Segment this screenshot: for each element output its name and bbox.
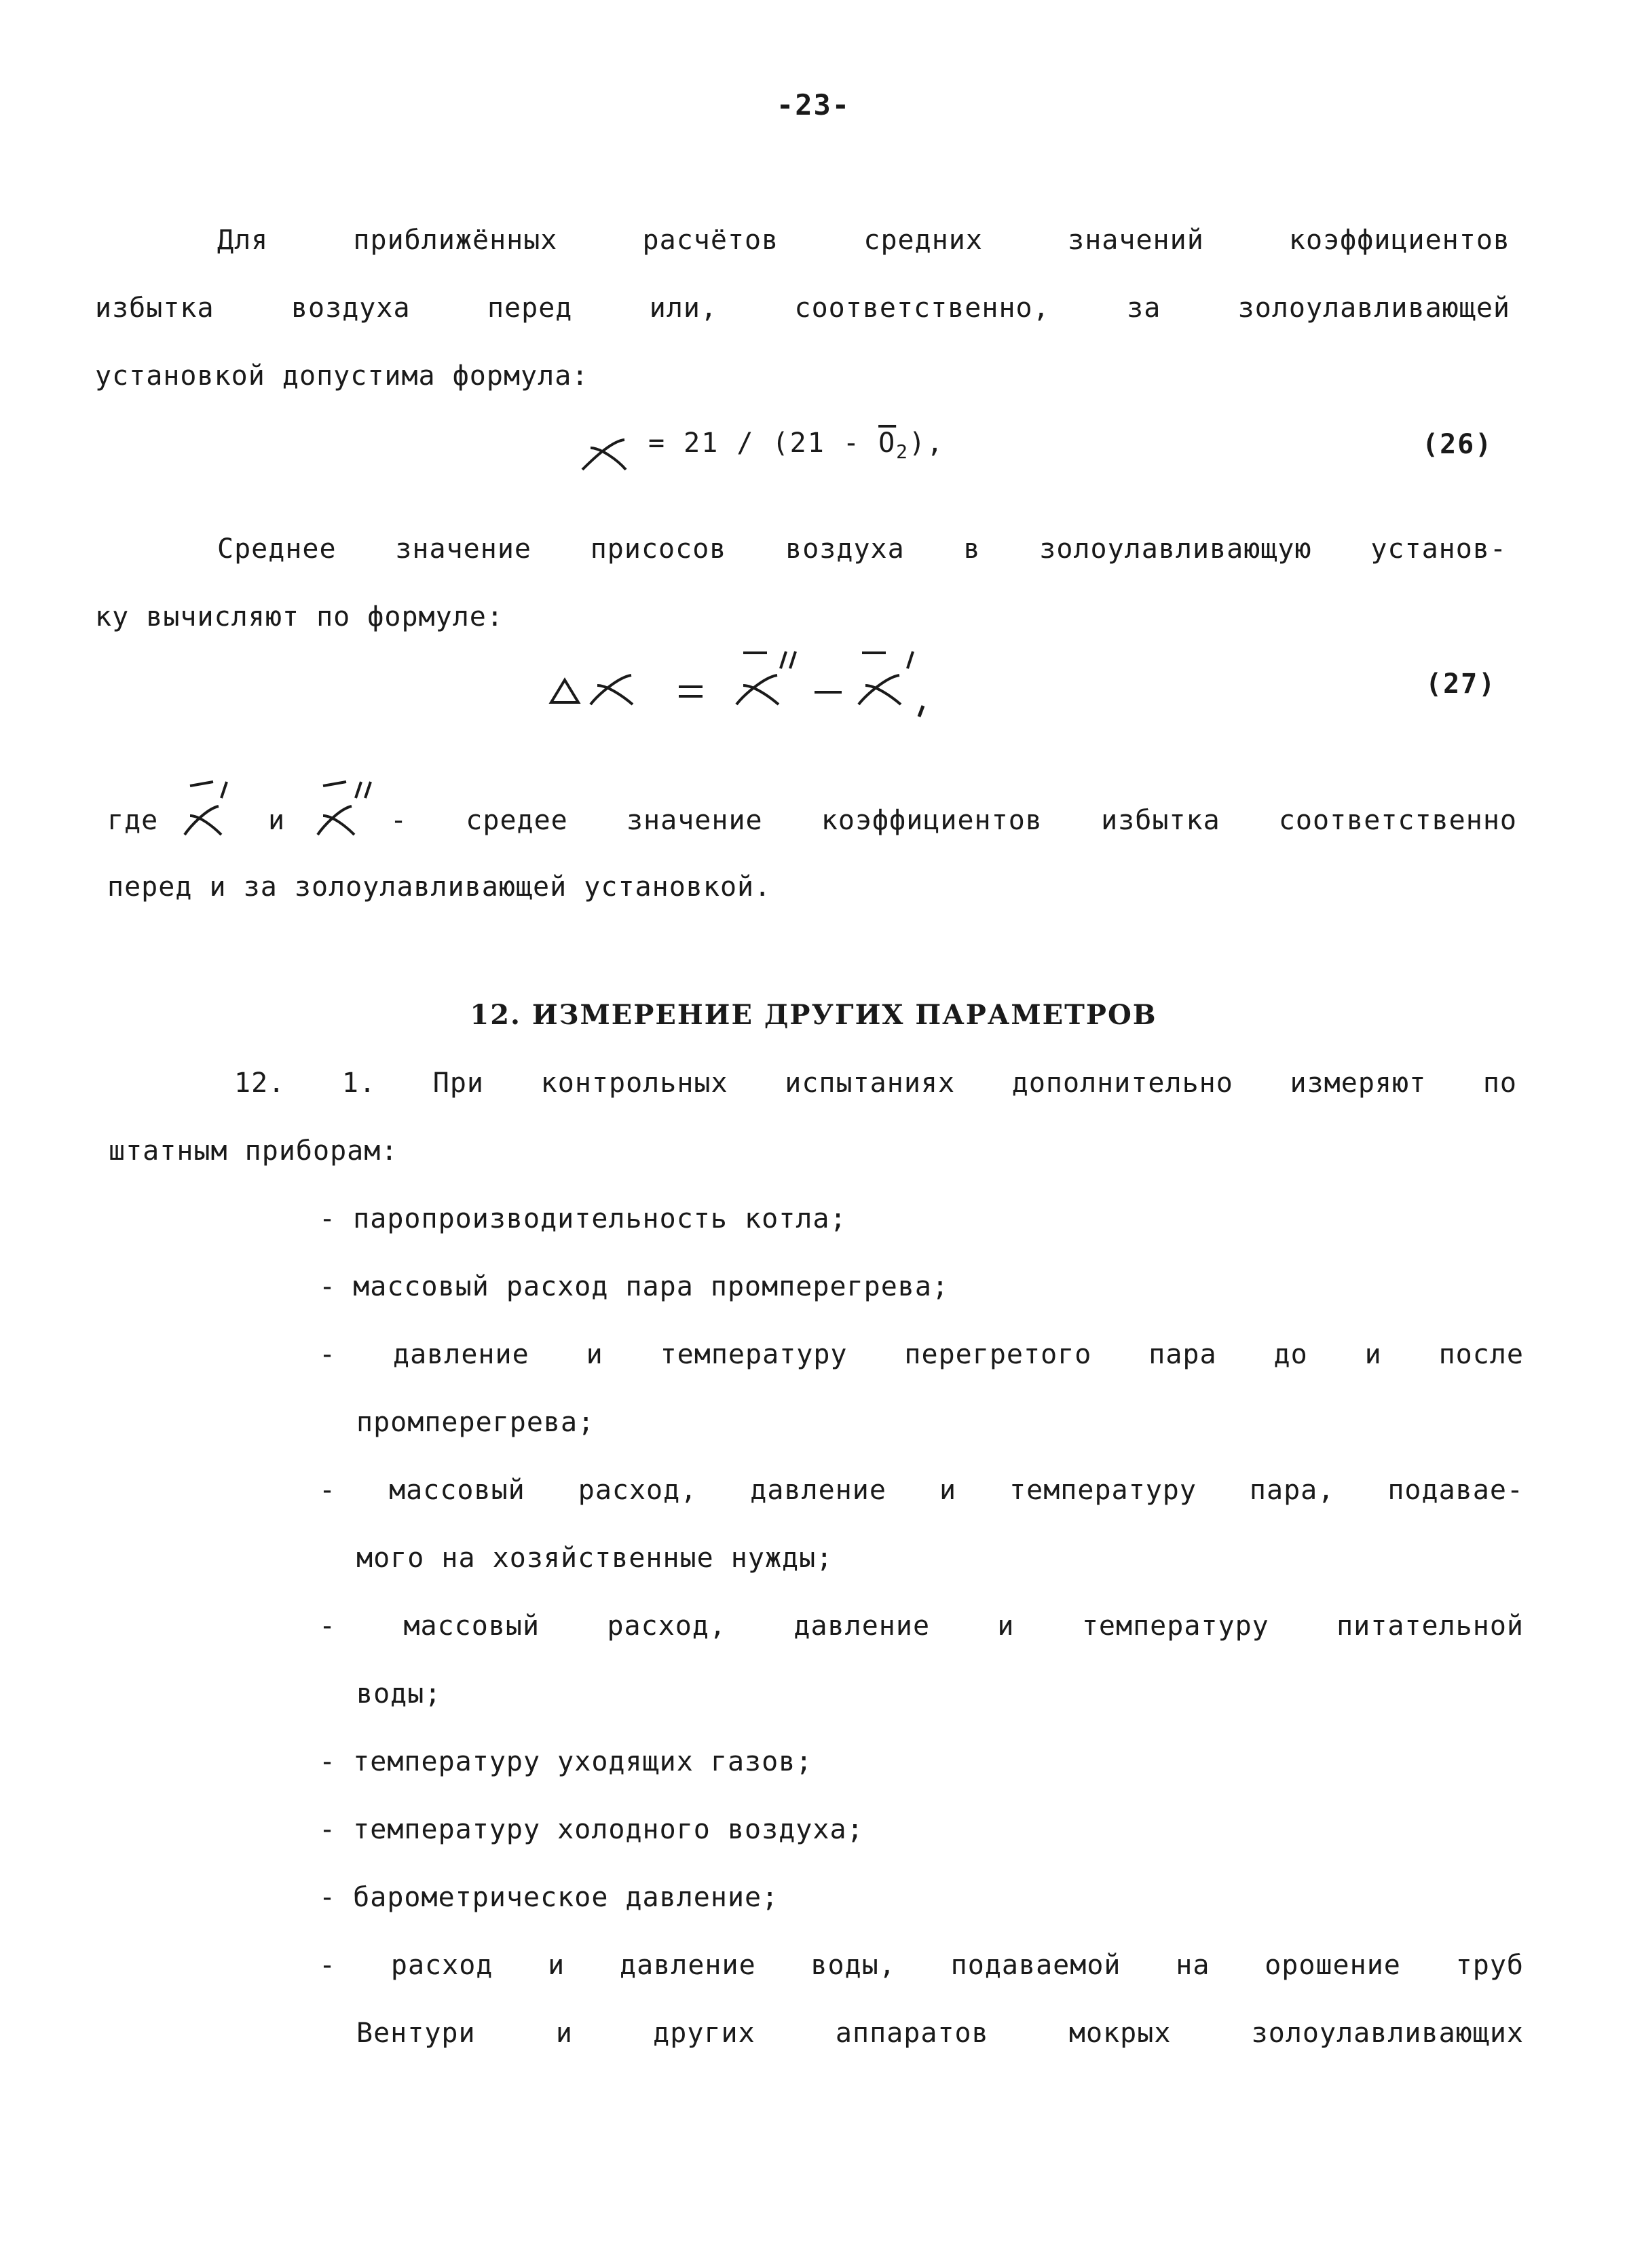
page-number: -23- bbox=[776, 88, 851, 121]
list-item: промперегрева; bbox=[356, 1407, 595, 1438]
formula-26-o2: $\overline{O}$ bbox=[878, 428, 897, 459]
para1-line2: избытка воздуха перед или, соответственно, за золоулавливающей bbox=[95, 292, 1510, 324]
section-p1-line2: штатным приборам: bbox=[109, 1135, 398, 1167]
alpha-symbol-icon bbox=[577, 434, 631, 475]
list-item: - массовый расход, давление и температуру пара, подавае- bbox=[319, 1475, 1524, 1506]
list-item: - температуру уходящих газов; bbox=[319, 1746, 813, 1777]
alpha-bar-prime-symbol-icon bbox=[178, 774, 239, 842]
para3-rest: - средее значение коэффициентов избытка соответственно bbox=[390, 805, 1517, 836]
formula-26-o2-sub: 2 bbox=[896, 440, 910, 463]
list-item: - барометрическое давление; bbox=[319, 1882, 779, 1913]
list-item: воды; bbox=[356, 1678, 442, 1709]
list-item: - массовый расход, давление и температуру питательной bbox=[319, 1610, 1524, 1642]
formula-26-rhs: = 21 / (21 - bbox=[648, 428, 879, 459]
para3-where: где bbox=[107, 805, 159, 836]
equation-number-27: (27) bbox=[1425, 668, 1497, 700]
para2-line1: Среднее значение присосов воздуха в золоулавливающую установ- bbox=[217, 533, 1507, 565]
list-item: Вентури и других аппаратов мокрых золоулавливающих bbox=[356, 2018, 1524, 2049]
section-p1-line1: 12. 1. При контрольных испытаниях дополнительно измеряют по bbox=[234, 1067, 1517, 1099]
list-item: - расход и давление воды, подаваемой на орошение труб bbox=[319, 1950, 1524, 1981]
section-heading: 12. ИЗМЕРЕНИЕ ДРУГИХ ПАРАМЕТРОВ bbox=[470, 999, 1157, 1031]
list-item: мого на хозяйственные нужды; bbox=[356, 1543, 834, 1574]
para3-and: и bbox=[268, 805, 286, 836]
para1-line3: установкой допустима формула: bbox=[95, 360, 589, 392]
para1-line1: Для приближённых расчётов средних значений коэффициентов bbox=[217, 225, 1510, 256]
handwritten-formula-27 bbox=[543, 638, 977, 719]
alpha-bar-double-prime-symbol-icon bbox=[311, 774, 386, 842]
para2-line2: ку вычисляют по формуле: bbox=[95, 601, 504, 632]
list-item: - паропроизводительность котла; bbox=[319, 1203, 847, 1234]
equation-number-26: (26) bbox=[1422, 429, 1493, 460]
para3-line2: перед и за золоулавливающей установкой. bbox=[107, 871, 772, 903]
formula-26-tail: ), bbox=[909, 428, 945, 459]
list-item: - массовый расход пара промперегрева; bbox=[319, 1271, 950, 1302]
list-item: - температуру холодного воздуха; bbox=[319, 1814, 864, 1845]
list-item: - давление и температуру перегретого пара до и после bbox=[319, 1339, 1524, 1370]
